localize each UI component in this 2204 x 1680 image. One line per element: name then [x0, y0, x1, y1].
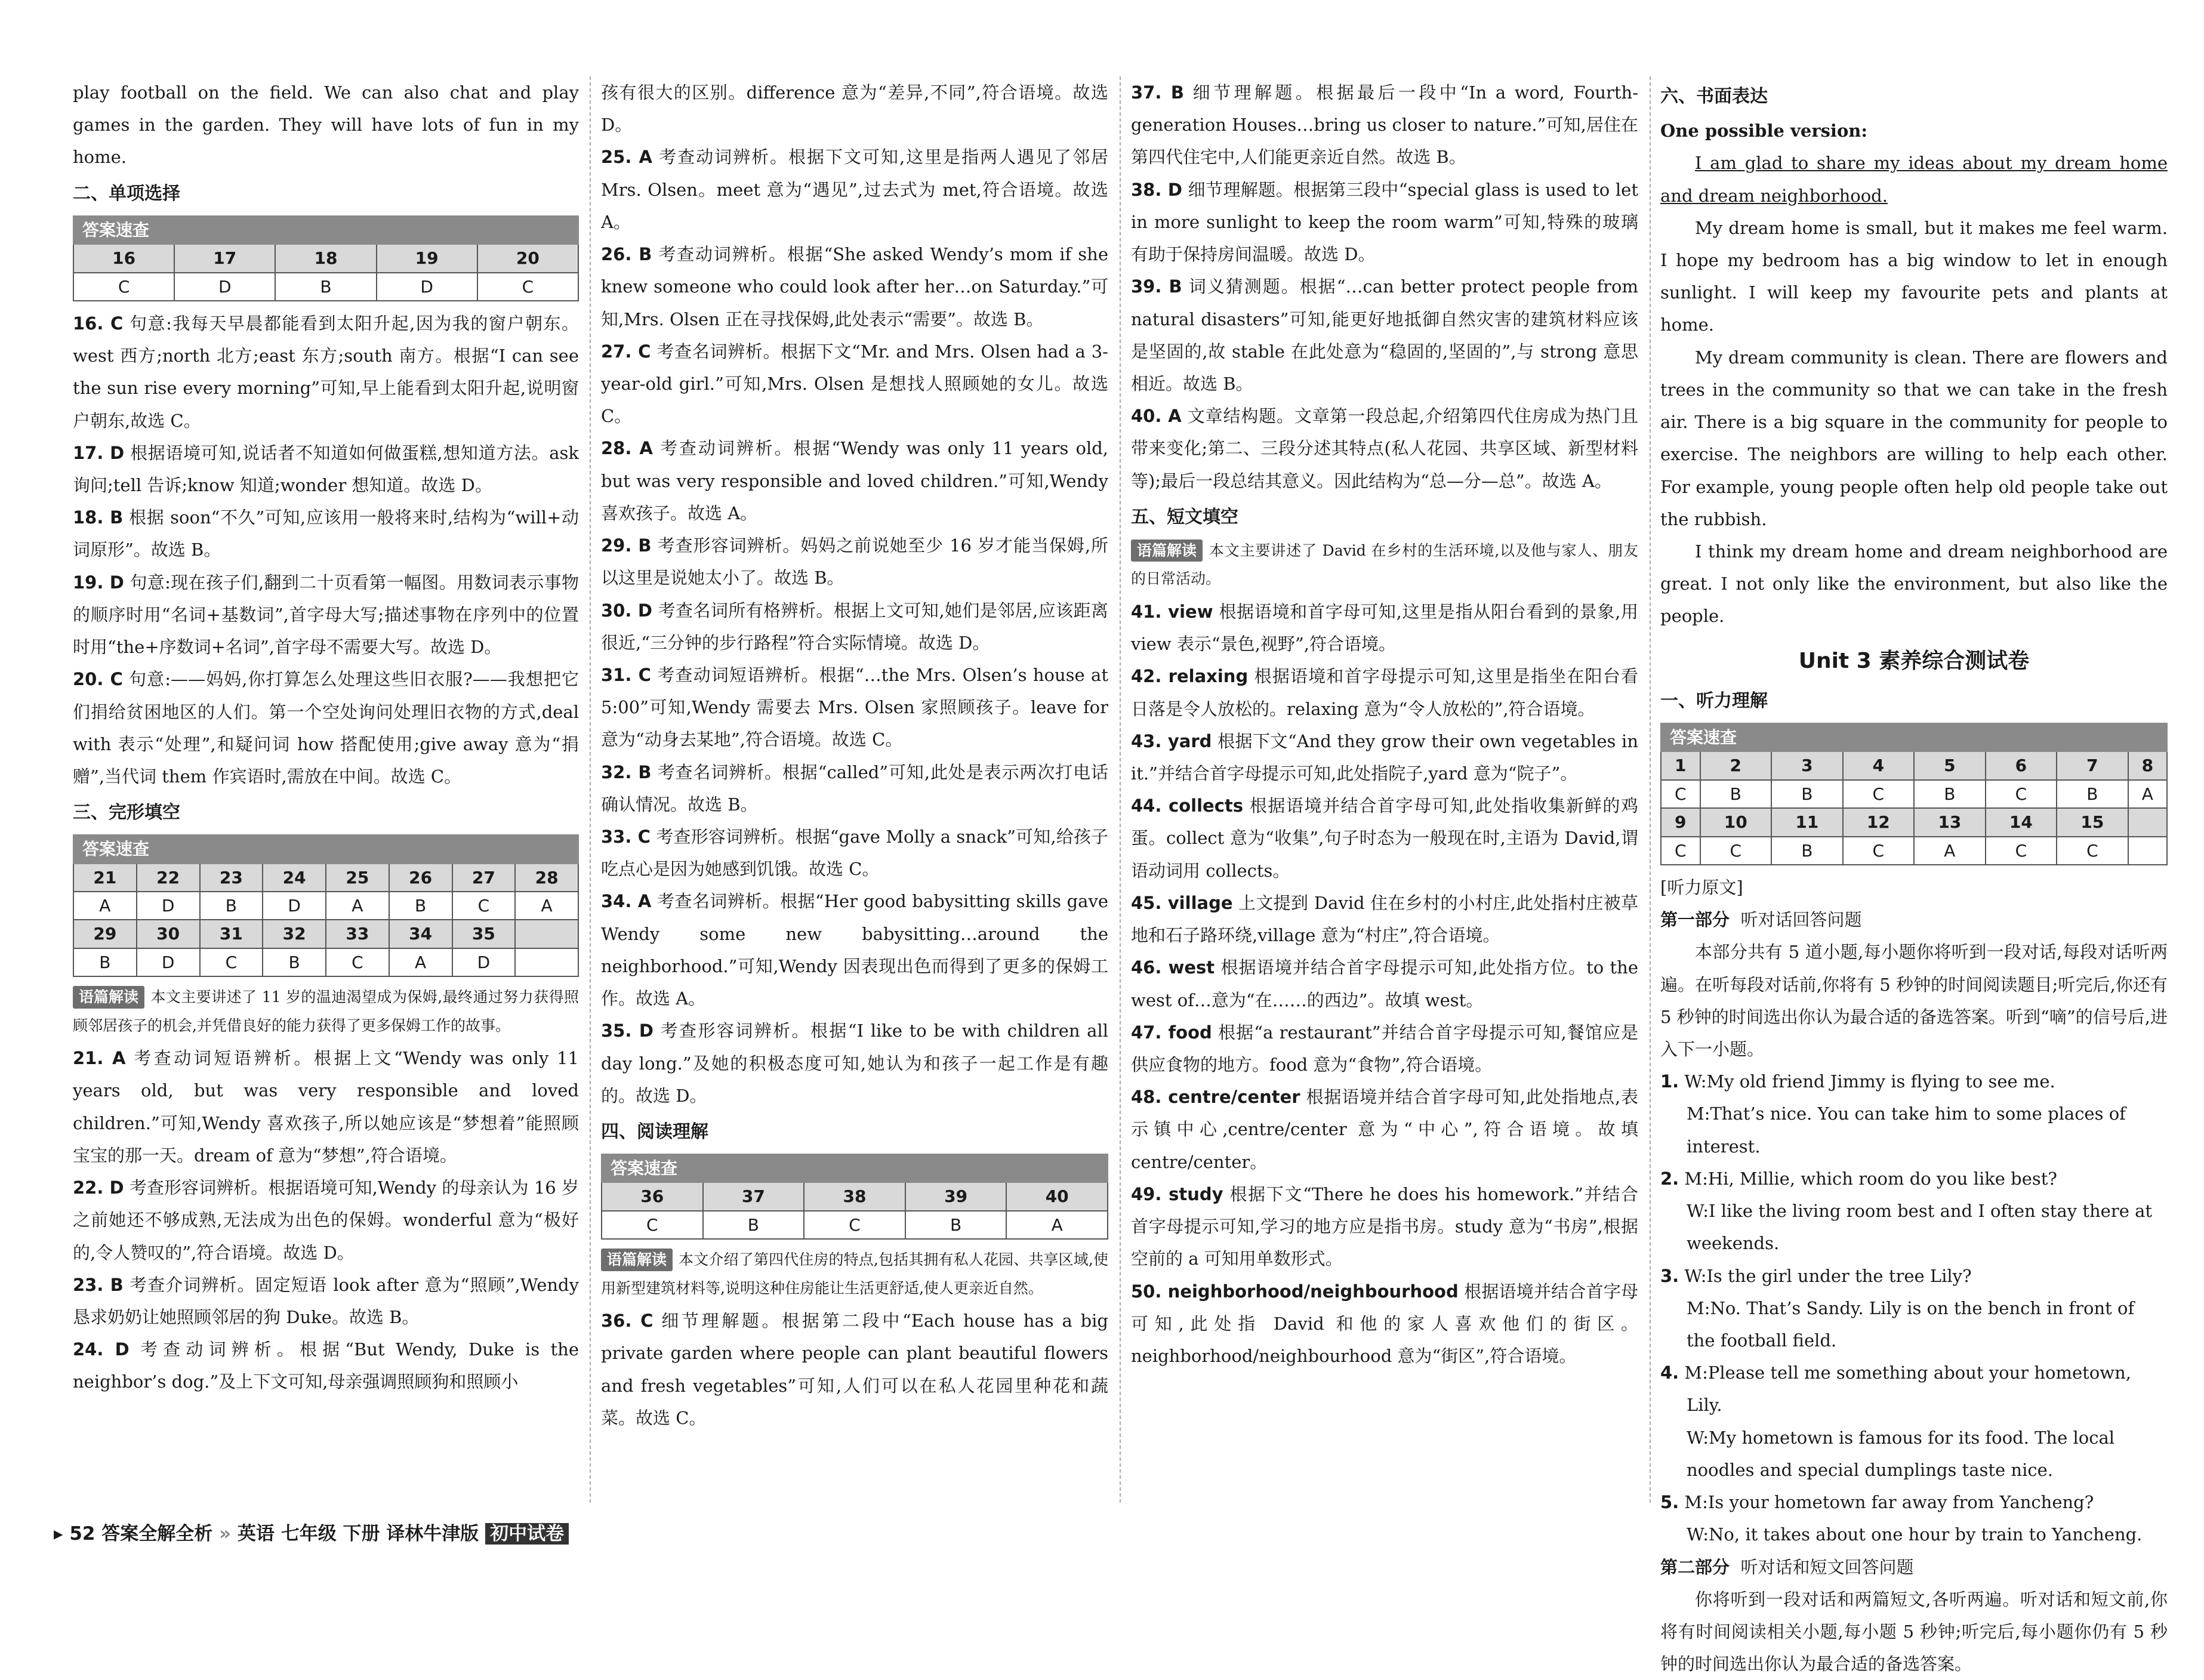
item-text: 考查名词所有格辨析。根据上文可知,她们是邻居,应该距离很近,“三分钟的步行路程”符合实际情境。故选 D。 — [601, 600, 1108, 653]
answer-letter: C — [1843, 780, 1915, 808]
listening-script-label: [听力原文] — [1660, 877, 1743, 898]
passage-summary — [1131, 537, 1638, 593]
answer-letter: B — [1771, 780, 1843, 808]
item-text: 根据“a restaurant”并结合首字母提示可知,餐馆应是供应食物的地方。food 意为“食物”,符合语境。 — [1131, 1022, 1638, 1075]
question-number: 25 — [326, 864, 389, 892]
answer-item — [1131, 174, 1638, 271]
answer-item — [1131, 1016, 1638, 1081]
question-number: 35 — [452, 920, 516, 948]
item-text: 考查动词辨析。根据“Wendy was only 11 years old, but was very responsible and loved children.”可知,Wendy 喜欢孩子。故选 A。 — [601, 438, 1108, 523]
answer-letter: C — [326, 948, 389, 976]
item-number: 34. A — [601, 891, 652, 912]
item-number: 30. D — [601, 600, 652, 621]
item-text: 文章结构题。文章第一段总起,介绍第四代住房成为热门且带来变化;第二、三段分述其特点(私人花园、共享区域、新型材料等);最后一段总结其意义。因此结构为“总—分—总”。故选 A。 — [1131, 406, 1638, 491]
item-number: 27. C — [601, 341, 651, 362]
question-number: 5 — [1914, 751, 1986, 779]
answer-item — [1131, 660, 1638, 725]
question-number: 18 — [275, 244, 376, 272]
question-number: 2 — [1700, 751, 1772, 779]
item-number: 48. centre/center — [1131, 1087, 1300, 1108]
part-instructions: 你将听到一段对话和两篇短文,各听两遍。听对话和短文前,你将有时间阅读相关小题,每小题 5 秒钟;听完后,每小题你仍有 5 秒钟的时间选出你认为最合适的备选答案。 — [1660, 1589, 2168, 1675]
section-heading-blank-filling: 五、短文填空 — [1131, 506, 1238, 528]
answer-item — [73, 1172, 579, 1269]
paragraph: play football on the field. We can also chat and play games in the garden. They will have lots of fun in my home. — [73, 82, 579, 168]
item-number: 23. B — [73, 1274, 124, 1295]
unit-title: Unit 3 素养综合测试卷 — [1798, 648, 2030, 673]
question-number: 21 — [73, 864, 137, 892]
question-number: 34 — [389, 920, 452, 948]
dialog-number: 1. — [1660, 1071, 1679, 1092]
answer-letter: A — [73, 892, 137, 920]
answer-item — [73, 1042, 579, 1172]
item-number: 46. west — [1131, 957, 1215, 978]
answer-letter: C — [1661, 780, 1700, 808]
answer-letter: A — [1006, 1211, 1108, 1239]
answer-letter: C — [1986, 780, 2057, 808]
section-heading-single-choice: 二、单项选择 — [73, 183, 180, 204]
answer-letter: B — [703, 1211, 804, 1239]
answer-letter: B — [389, 892, 452, 920]
question-number: 9 — [1661, 808, 1700, 836]
answer-item — [1131, 1081, 1638, 1178]
dialog-number: 5. — [1660, 1492, 1679, 1513]
answer-item — [601, 659, 1108, 756]
item-text: 考查动词短语辨析。根据上文“Wendy was only 11 years old, but was very responsible and loved children.”可知,Wendy 喜欢孩子,所以她应该是“梦想着”能照顾宝宝的那一天。dream of 意为“梦想”,符合语境。 — [73, 1048, 579, 1166]
dialog-item — [1660, 1065, 2168, 1163]
question-number — [2128, 808, 2167, 836]
answer-letter: A — [2128, 780, 2167, 808]
item-text: 根据语境可知,说话者不知道如何做蛋糕,想知道方法。ask 询问;tell 告诉;know 知道;wonder 想知道。故选 D。 — [73, 442, 579, 496]
item-number: 45. village — [1131, 892, 1233, 913]
question-number: 4 — [1843, 751, 1915, 779]
answer-letter: A — [326, 892, 389, 920]
page-number: 52 — [69, 1523, 95, 1545]
item-text: 细节理解题。根据第三段中“special glass is used to let in more sunlight to keep the room warm”可知,特殊的玻璃有助于保持房间温暖。故选 D。 — [1131, 179, 1638, 265]
answer-letter: C — [1986, 837, 2057, 865]
dialog-line: M:Is your hometown far away from Yancheng? — [1684, 1492, 2094, 1513]
answer-letter: B — [905, 1211, 1007, 1239]
question-number: 33 — [326, 920, 389, 948]
column-divider — [1650, 76, 1651, 1503]
item-text: 考查动词辨析。根据“She asked Wendy’s mom if she knew someone who could look after her…on Saturday.”可知,Mrs. Olsen 正在寻找保姆,此处表示“需要”。故选 B。 — [601, 244, 1108, 329]
answer-item — [601, 1305, 1108, 1434]
answer-letter: B — [200, 892, 263, 920]
answer-item — [601, 238, 1108, 335]
item-text: 根据 soon“不久”可知,应该用一般将来时,结构为“will+动词原形”。故选 B。 — [73, 507, 579, 560]
subject: 英语 — [237, 1523, 275, 1545]
question-number: 14 — [1986, 808, 2057, 836]
answer-letter: B — [275, 273, 376, 301]
triangle-icon: ▸ — [54, 1523, 63, 1545]
item-number: 25. A — [601, 147, 652, 168]
question-number: 10 — [1700, 808, 1772, 836]
answer-item — [1131, 270, 1638, 400]
essay-paragraph: I am glad to share my ideas about my dream home and dream neighborhood. — [1660, 153, 2168, 206]
answer-item — [1131, 596, 1638, 660]
part-title: 第二部分 — [1660, 1556, 1730, 1577]
answer-item — [601, 432, 1108, 529]
essay-paragraph: My dream home is small, but it makes me feel warm. I hope my bedroom has a big window to let in enough sunlight. I will keep my favourite pets and plants at home. — [1660, 217, 2168, 335]
question-number: 16 — [73, 244, 174, 272]
column-divider — [590, 76, 591, 1503]
item-number: 37. B — [1131, 82, 1185, 103]
passage-badge: 语篇解读 — [73, 986, 144, 1009]
answer-item — [601, 1015, 1108, 1112]
passage-badge: 语篇解读 — [1131, 540, 1203, 562]
item-number: 32. B — [601, 762, 652, 782]
item-text: 考查名词辨析。根据下文“Mr. and Mrs. Olsen had a 3-year-old girl.”可知,Mrs. Olsen 是想找人照顾她的女儿。故选 C。 — [601, 341, 1108, 427]
answer-table-title: 答案速查 — [1661, 723, 2167, 751]
answer-item — [73, 437, 579, 501]
dialog-line: M:No. That’s Sandy. Lily is on the bench in front of the football field. — [1687, 1297, 2135, 1351]
item-text: 考查动词辨析。根据“But Wendy, Duke is the neighbor’s dog.”及上下文可知,母亲强调照顾狗和照顾小 — [73, 1339, 579, 1392]
item-number: 42. relaxing — [1131, 666, 1249, 687]
section-heading-cloze: 三、完形填空 — [73, 802, 180, 824]
answer-table-cloze — [73, 834, 579, 977]
item-number: 44. collects — [1131, 796, 1244, 816]
item-text: 考查形容词辨析。妈妈之前说她至少 16 岁才能当保姆,所以这里是说她太小了。故选 B。 — [601, 535, 1108, 588]
item-number: 40. A — [1131, 406, 1182, 427]
dialog-item — [1660, 1163, 2168, 1260]
column-divider — [1120, 76, 1121, 1503]
edition: 译林牛津版 — [386, 1523, 479, 1545]
brand-name: 答案全解全析 — [101, 1523, 213, 1545]
page-footer — [54, 1517, 569, 1552]
question-number: 17 — [174, 244, 275, 272]
dialog-line: M:Please tell me something about your hometown, Lily. — [1684, 1363, 2132, 1416]
question-number: 19 — [377, 244, 477, 272]
answer-letter: A — [1914, 837, 1986, 865]
answer-item — [1131, 1178, 1638, 1275]
item-number: 28. A — [601, 438, 653, 459]
answer-letter: B — [263, 948, 326, 976]
item-number: 31. C — [601, 664, 651, 685]
question-number: 37 — [703, 1182, 804, 1210]
question-number: 30 — [137, 920, 200, 948]
answer-item — [1131, 790, 1638, 887]
question-number — [515, 920, 578, 948]
passage-summary — [73, 983, 579, 1040]
answer-table-title: 答案速查 — [73, 216, 578, 244]
item-number: 22. D — [73, 1177, 124, 1198]
item-number: 36. C — [601, 1311, 654, 1331]
answer-letter: D — [263, 892, 326, 920]
answer-item — [601, 335, 1108, 433]
question-number: 31 — [200, 920, 263, 948]
essay-paragraph: My dream community is clean. There are flowers and trees in the community so that we can take in the fresh air. There is a big square in the community for people to exercise. The neighbors are willing to help each other. For example, young people often help old people take out the rubbish. — [1660, 347, 2168, 529]
answer-item — [601, 885, 1108, 1015]
answer-table-title: 答案速查 — [73, 835, 578, 863]
column-3 — [1131, 76, 1638, 1372]
answer-letter — [2128, 837, 2167, 865]
item-text: 根据语境并结合首字母可知,此处指 David 和他的家人喜欢他们的街区。neighborhood/neighbourhood 意为“街区”,符合语境。 — [1131, 1281, 1638, 1366]
answer-letter: C — [477, 273, 578, 301]
item-number: 20. C — [73, 669, 123, 690]
question-number: 36 — [602, 1182, 703, 1210]
dialog-line: W:My hometown is famous for its food. The local noodles and special dumplings taste nice. — [1687, 1427, 2115, 1480]
answer-letter: D — [174, 273, 275, 301]
item-number: 39. B — [1131, 276, 1182, 297]
item-text: 句意:我每天早晨都能看到太阳升起,因为我的窗户朝东。west 西方;north 北方;east 东方;south 南方。根据“I can see the sun rise every morning”可知,早上能看到太阳升起,说明窗户朝东,故选 C。 — [73, 313, 579, 431]
answer-letter: A — [389, 948, 452, 976]
answer-letter: C — [1700, 837, 1772, 865]
item-text: 根据语境和首字母可知,这里是指从阳台看到的景象,用 view 表示“景色,视野”,符合语境。 — [1131, 601, 1638, 655]
dialog-line: M:That’s nice. You can take him to some places of interest. — [1687, 1103, 2126, 1157]
column-1 — [73, 76, 579, 1398]
term: 下册 — [343, 1523, 380, 1545]
question-number: 23 — [200, 864, 263, 892]
answer-item — [1131, 76, 1638, 174]
question-number: 26 — [389, 864, 452, 892]
item-number: 49. study — [1131, 1183, 1223, 1204]
item-number: 26. B — [601, 244, 652, 265]
answer-letter: D — [137, 892, 200, 920]
answer-item — [1131, 951, 1638, 1016]
item-text: 根据语境并结合首字母可知,此处指收集新鲜的鸡蛋。collect 意为“收集”,句子时态为一般现在时,主语为 David,谓语动词用 collects。 — [1131, 796, 1638, 881]
dialog-line: W:My old friend Jimmy is flying to see me. — [1684, 1071, 2055, 1092]
item-text: 根据语境并结合首字母可知,此处指地点,表示镇中心,centre/center 意为“中心”,符合语境。故填 centre/center。 — [1131, 1087, 1638, 1172]
dialog-line: W:No, it takes about one hour by train to Yancheng. — [1687, 1524, 2143, 1545]
item-number: 29. B — [601, 535, 652, 556]
question-number: 3 — [1771, 751, 1843, 779]
part-subtitle: 听对话和短文回答问题 — [1740, 1556, 1914, 1577]
item-number: 43. yard — [1131, 730, 1212, 751]
answer-item — [601, 594, 1108, 659]
question-number: 32 — [263, 920, 326, 948]
item-number: 18. B — [73, 507, 124, 528]
question-number: 11 — [1771, 808, 1843, 836]
passage-summary-text: 本文主要讲述了 11 岁的温迪渴望成为保姆,最终通过努力获得照顾邻居孩子的机会,并凭借良好的能力获得了更多保姆工作的故事。 — [73, 988, 579, 1034]
answer-letter: C — [73, 273, 174, 301]
answer-letter: C — [452, 892, 516, 920]
item-text: 根据下文“There he does his homework.”并结合首字母提示可知,学习的地方应是指书房。study 意为“书房”,根据空前的 a 可知用单数形式。 — [1131, 1183, 1638, 1269]
question-number: 27 — [452, 864, 516, 892]
question-number: 38 — [804, 1182, 905, 1210]
item-text: 词义猜测题。根据“…can better protect people from natural disasters”可知,能更好地抵御自然灾害的建筑材料应该是坚固的,故 stable 在此处意为“稳固的,坚固的”,与 strong 意思相近。故选 B。 — [1131, 276, 1638, 394]
item-text: 句意:——妈妈,你打算怎么处理这些旧衣服?——我想把它们捐给贫困地区的人们。第一个空处询问处理旧衣物的方式,deal with 表示“处理”,和疑问词 how 搭配使用;give away 意为“捐赠”,当代词 them 作宾语时,需放在中间。故选 C。 — [73, 669, 579, 787]
dialog-item — [1660, 1486, 2168, 1550]
answer-letter: B — [2057, 780, 2128, 808]
dialog-item — [1660, 1357, 2168, 1486]
question-number: 24 — [263, 864, 326, 892]
question-number: 13 — [1914, 808, 1986, 836]
answer-letter: C — [804, 1211, 905, 1239]
answer-item — [73, 501, 579, 566]
item-number: 47. food — [1131, 1022, 1212, 1043]
answer-letter: C — [1661, 837, 1700, 865]
answer-item — [1131, 400, 1638, 497]
question-number: 8 — [2128, 751, 2167, 779]
answer-letter: B — [73, 948, 137, 976]
dialog-number: 2. — [1660, 1168, 1679, 1189]
answer-letter — [515, 948, 578, 976]
item-text: 句意:现在孩子们,翻到二十页看第一幅图。用数词表示事物的顺序时用“名词+基数词”,首字母大写;描述事物在序列中的位置时用“the+序数词+名词”,首字母不需要大写。故选 D。 — [73, 572, 579, 658]
question-number: 39 — [905, 1182, 1007, 1210]
dialog-line: M:Hi, Millie, which room do you like best? — [1684, 1168, 2057, 1189]
answer-item — [73, 1269, 579, 1333]
item-text: 考查动词短语辨析。根据“…the Mrs. Olsen’s house at 5:00”可知,Wendy 需要去 Mrs. Olsen 家照顾孩子。leave for 意为“动身去某地”,符合语境。故选 C。 — [601, 664, 1108, 750]
item-text: 根据下文“And they grow their own vegetables in it.”并结合首字母提示可知,此处指院子,yard 意为“院子”。 — [1131, 730, 1638, 784]
question-number: 20 — [477, 244, 578, 272]
answer-letter: C — [1843, 837, 1915, 865]
part-title: 第一部分 — [1660, 910, 1730, 930]
question-number: 6 — [1986, 751, 2057, 779]
question-number: 7 — [2057, 751, 2128, 779]
item-text: 根据语境和首字母提示可知,这里是指坐在阳台看日落是令人放松的。relaxing 意为“令人放松的”,符合语境。 — [1131, 666, 1638, 719]
part-subtitle: 听对话回答问题 — [1740, 910, 1862, 930]
question-number: 22 — [137, 864, 200, 892]
item-number: 21. A — [73, 1048, 126, 1069]
model-version-label: One possible version: — [1660, 121, 1868, 141]
answer-table-listening — [1660, 723, 2168, 865]
answer-letter: A — [515, 892, 578, 920]
passage-badge: 语篇解读 — [601, 1249, 673, 1271]
passage-summary-text: 本文介绍了第四代住房的特点,包括其拥有私人花园、共享区域,使用新型建筑材料等,说明这种住房能让生活更舒适,使人更亲近自然。 — [601, 1251, 1108, 1297]
answer-letter: B — [1914, 780, 1986, 808]
answer-item — [73, 566, 579, 664]
answer-item — [601, 821, 1108, 885]
answer-item — [601, 529, 1108, 594]
answer-item — [1131, 1275, 1638, 1373]
answer-table-single-choice — [73, 215, 579, 301]
dialog-line: W:I like the living room best and I often stay there at weekends. — [1687, 1201, 2153, 1254]
item-text: 考查名词辨析。根据“Her good babysitting skills gave Wendy some new babysitting…around the neighborhood.”可知,Wendy 因表现出色而得到了更多的保姆工作。故选 A。 — [601, 891, 1108, 1009]
item-text: 孩有很大的区别。difference 意为“差异,不同”,符合语境。故选 D。 — [601, 82, 1108, 135]
answer-letter: C — [200, 948, 263, 976]
question-number: 12 — [1843, 808, 1915, 836]
answer-letter: B — [1771, 837, 1843, 865]
item-number: 24. D — [73, 1339, 130, 1360]
grade: 七年级 — [280, 1523, 337, 1545]
answer-letter: D — [452, 948, 516, 976]
item-number: 41. view — [1131, 601, 1213, 622]
item-text: 考查形容词辨析。根据“gave Molly a snack”可知,给孩子吃点心是因为她感到饥饿。故选 C。 — [601, 827, 1108, 880]
answer-table-title: 答案速查 — [602, 1154, 1108, 1182]
item-text: 考查形容词辨析。根据语境可知,Wendy 的母亲认为 16 岁之前她还不够成熟,无法成为出色的保姆。wonderful 意为“极好的,令人赞叹的”,符合语境。故选 D。 — [73, 1177, 579, 1263]
item-number: 35. D — [601, 1021, 654, 1041]
dialog-line: W:Is the girl under the tree Lily? — [1684, 1265, 1972, 1286]
question-number: 40 — [1006, 1182, 1108, 1210]
item-number: 16. C — [73, 313, 124, 334]
answer-letter: C — [602, 1211, 703, 1239]
answer-letter: B — [1700, 780, 1772, 808]
question-number: 15 — [2057, 808, 2128, 836]
answer-item — [601, 756, 1108, 821]
item-text: 考查介词辨析。固定短语 look after 意为“照顾”,Wendy 恳求奶奶让她照顾邻居的狗 Duke。故选 B。 — [73, 1274, 579, 1327]
answer-table-reading — [601, 1154, 1108, 1240]
passage-summary — [601, 1246, 1108, 1302]
section-heading-reading: 四、阅读理解 — [601, 1121, 708, 1142]
answer-item — [601, 76, 1108, 141]
answer-item — [601, 141, 1108, 238]
dialog-item — [1660, 1260, 2168, 1357]
item-text: 考查形容词辨析。根据“I like to be with children all day long.”及她的积极态度可知,她认为和孩子一起工作是有趣的。故选 D。 — [601, 1021, 1108, 1106]
item-text: 上文提到 David 住在乡村的小村庄,此处指村庄被草地和石子路环绕,village 意为“村庄”,符合语境。 — [1131, 892, 1638, 946]
answer-item — [1131, 887, 1638, 951]
item-number: 50. neighborhood/neighbourhood — [1131, 1281, 1459, 1302]
column-4 — [1660, 76, 2168, 1680]
section-heading-writing: 六、书面表达 — [1660, 86, 1768, 107]
section-heading-listening: 一、听力理解 — [1660, 690, 1768, 711]
question-number: 29 — [73, 920, 137, 948]
answer-item — [73, 1333, 579, 1398]
answer-letter: C — [2057, 837, 2128, 865]
answer-item — [1131, 725, 1638, 790]
chevrons-icon: » — [219, 1523, 232, 1545]
answer-item — [73, 663, 579, 793]
item-text: 细节理解题。根据最后一段中“In a word, Fourth-generation Houses…bring us closer to nature.”可知,居住在第四代住宅中,人们能更亲近自然。故选 B。 — [1131, 82, 1638, 168]
item-number: 19. D — [73, 572, 124, 593]
item-text: 考查名词辨析。根据“called”可知,此处是表示两次打电话确认情况。故选 B。 — [601, 762, 1108, 815]
dialog-number: 4. — [1660, 1363, 1679, 1383]
item-number: 38. D — [1131, 179, 1182, 200]
item-text: 考查动词辨析。根据下文可知,这里是指两人遇见了邻居 Mrs. Olsen。meet 意为“遇见”,过去式为 met,符合语境。故选 A。 — [601, 147, 1108, 232]
essay-paragraph: I think my dream home and dream neighborhood are great. I not only like the environment, but also like the people. — [1660, 541, 2168, 627]
column-2 — [601, 76, 1108, 1434]
question-number: 28 — [515, 864, 578, 892]
item-text: 细节理解题。根据第二段中“Each house has a big private garden where people can plant beautiful flowers and fresh vegetables”可知,人们可以在私人花园里种花和蔬菜。故选 C。 — [601, 1311, 1108, 1428]
exam-tag: 初中试卷 — [485, 1523, 569, 1545]
answer-letter: D — [377, 273, 477, 301]
answer-letter: D — [137, 948, 200, 976]
item-text: 根据语境并结合首字母提示可知,此处指方位。to the west of…意为“在……的西边”。故填 west。 — [1131, 957, 1638, 1010]
passage-summary-text: 本文主要讲述了 David 在乡村的生活环境,以及他与家人、朋友的日常活动。 — [1131, 541, 1638, 588]
dialog-number: 3. — [1660, 1265, 1679, 1286]
answer-item — [73, 307, 579, 437]
question-number: 1 — [1661, 751, 1700, 779]
item-number: 17. D — [73, 442, 125, 463]
item-number: 33. C — [601, 827, 651, 847]
part-instructions: 本部分共有 5 道小题,每小题你将听到一段对话,每段对话听两遍。在听每段对话前,你将有 5 秒钟的时间阅读题目;听完后,你还有 5 秒钟的时间选出你认为最合适的备选答案。听到“嘀”的信号后,进入下一小题。 — [1660, 942, 2168, 1060]
